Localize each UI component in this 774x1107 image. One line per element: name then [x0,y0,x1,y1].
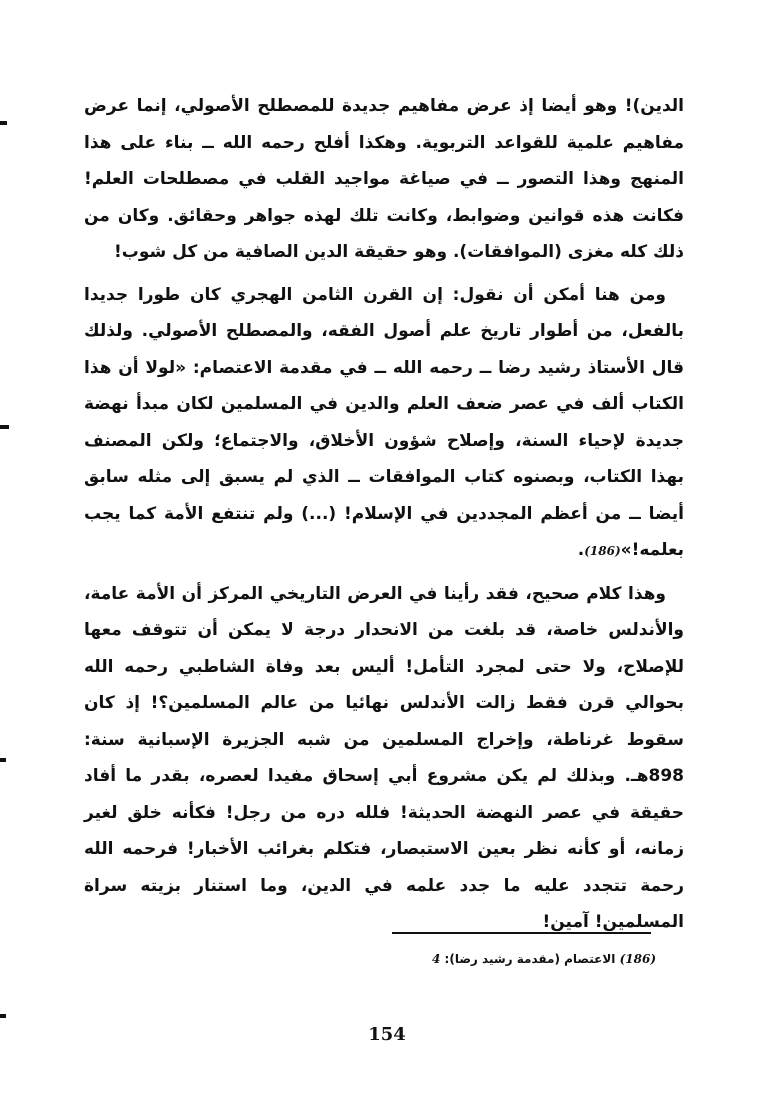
footnote-text: الاعتصام (مقدمة رشيد رضا): [444,952,616,966]
page-number: 154 [368,1024,406,1045]
scan-edge-mark [0,1014,6,1018]
paragraph-2-text: ومن هنا أمكن أن نقول: إن القرن الثامن الهجري كان طورا جديدا بالفعل، من أطوار تاريخ علم أصول الفقه، والمصطلح الأصولي. ولذلك قال الأستاذ رشيد رضا ــ رحمه الله ــ في مقدمة الاعتصام: «لولا أن هذا الكتاب ألف في عصر ضعف العلم والدين في المسلمين لكان مبدأ نهضة جديدة لإحياء السنة، وإصلاح شؤون الأخلاق، والاجتماع؛ ولكن المصنف بهذا الكتاب، وبصنوه كتاب الموافقات ــ الذي لم يسبق إلى مثله سابق أيضا ــ من أعظم المجددين في الإسلام! (...) ولم تنتفع الأمة كما يجب بعلمه!» [84,284,684,560]
footnote-number: (186) [619,952,656,966]
paragraph-1: الدين)! وهو أيضا إذ عرض مفاهيم جديدة للمصطلح الأصولي، إنما عرض مفاهيم علمية للقواعد التربوية. وهكذا أفلح رحمه الله ــ بناء على هذا المنهج وهذا التصور ــ في صياغة مواجيد القلب في مصطلحات العلم! فكانت هذه قوانين وضوابط، وكانت تلك لهذه جواهر وحقائق. وكان من ذلك كله مغزى (الموافقات). وهو حقيقة الدين الصافية من كل شوب! [84,96,684,262]
footnote-divider [392,932,651,934]
paragraph-3: وهذا كلام صحيح، فقد رأينا في العرض التاريخي المركز أن الأمة عامة، والأندلس خاصة، قد بلغت من الانحدار درجة لا يمكن أن تتوقف معها للإصلاح، ولا حتى لمجرد التأمل! أليس بعد وفاة الشاطبي رحمه الله بحوالي قرن فقط زالت الأندلس نهائيا من عالم المسلمين؟! إذ كان سقوط غرناطة، وإخراج المسلمين من شبه الجزيرة الإسبانية سنة: 898هـ. وبذلك لم يكن مشروع أبي إسحاق مفيدا لعصره، بقدر ما أفاد حقيقة في عصر النهضة الحديثة! فلله دره من رجل! فكأنه خلق لغير زمانه، أو كأنه نظر بعين الاستبصار، فتكلم بغرائب الأخبار! فرحمه الله رحمة تتجدد عليه ما جدد علمه في الدين، وما استنار بزيته سراة المسلمين! آمين! [84,583,684,932]
scan-edge-mark [0,758,6,762]
scan-edge-mark [0,425,9,429]
footnote [392,952,656,966]
paragraph-2: ومن هنا أمكن أن نقول: إن القرن الثامن الهجري كان طورا جديدا بالفعل، من أطوار تاريخ علم أصول الفقه، والمصطلح الأصولي. ولذلك قال الأستاذ رشيد رضا ــ رحمه الله ــ في مقدمة الاعتصام: «لولا أن هذا الكتاب ألف في عصر ضعف العلم والدين في المسلمين لكان مبدأ نهضة جديدة لإحياء السنة، وإصلاح شؤون الأخلاق، والاجتماع؛ ولكن المصنف بهذا الكتاب، وبصنوه كتاب الموافقات ــ الذي لم يسبق إلى مثله سابق أيضا ــ من أعظم المجددين في الإسلام! (...) ولم تنتفع الأمة كما يجب بعلمه!»(186). [84,284,684,560]
footnote-reference: (186) [584,544,621,558]
scan-edge-mark [0,121,7,125]
main-text [84,88,684,941]
footnote-page: 4 [432,952,441,966]
